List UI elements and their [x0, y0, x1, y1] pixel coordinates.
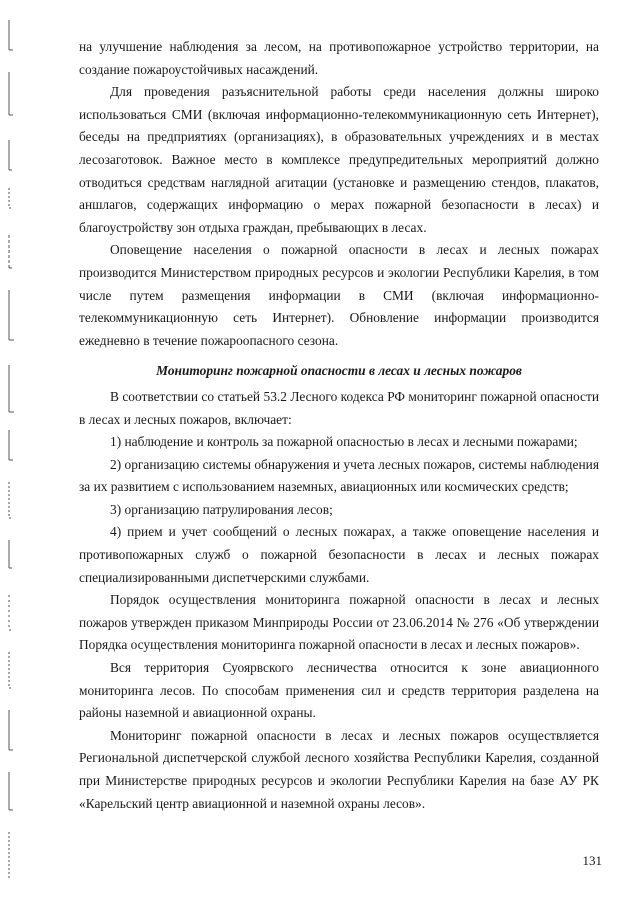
list-item-4: 4) прием и учет сообщений о лесных пожарах, а также оповещение населения и противопожарных служб о пожарной безопасности в лесах и лесных пожарах специализированными диспетчерскими службами.	[79, 524, 599, 585]
binding-edge-marks-graphic	[6, 20, 20, 880]
paragraph-monitoring-intro: В соответствии со статьей 53.2 Лесного кодекса РФ мониторинг пожарной опасности в лесах и лесных пожаров, включает:	[79, 388, 599, 427]
paragraph-territory: Вся территория Суоярвского лесничества относится к зоне авиационного мониторинга лесов. По способам применения сил и средств территория разделена на районы наземной и авиационной охраны.	[79, 660, 599, 721]
paragraph-dispatch-service: Мониторинг пожарной опасности в лесах и лесных пожаров осуществляется Региональной диспетчерской службой лесного хозяйства Республики Карелия, созданной при Министерстве природных ресурсов и экологии Республики Карелия на базе АУ РК «Карельский центр авиационной и наземной охраны лесов».	[79, 727, 599, 811]
document-page	[79, 36, 599, 815]
paragraph-continuation: на улучшение наблюдения за лесом, на противопожарное устройство территории, на создание пожароустойчивых насаждений.	[79, 39, 599, 77]
paragraph-notification: Оповещение населения о пожарной опасности в лесах и лесных пожарах производится Министерством природных ресурсов и экологии Республики Карелия, в том числе путем размещения информации в СМИ (включая информационно-телекоммуникационную сеть Интернет). Обновление информации производится ежедневно в течение пожароопасного сезона.	[79, 242, 599, 348]
page-number: 131	[582, 853, 602, 868]
list-item-2: 2) организацию системы обнаружения и учета лесных пожаров, системы наблюдения за их развитием с использованием наземных, авиационных или космических средств;	[79, 456, 599, 495]
list-item-1: 1) наблюдение и контроль за пожарной опасностью в лесах и лесными пожарами;	[110, 434, 578, 450]
section-heading: Мониторинг пожарной опасности в лесах и лесных пожаров	[156, 363, 522, 379]
binding-edge-marks	[6, 20, 20, 880]
paragraph-order: Порядок осуществления мониторинга пожарной опасности в лесах и лесных пожаров утвержден приказом Минприроды России от 23.06.2014 № 276 «Об утверждении Порядка осуществления мониторинга пожарной опасности в лесах и лесных пожаров».	[79, 592, 599, 653]
paragraph-outreach: Для проведения разъяснительной работы среди населения должны широко использоваться СМИ (включая информационно-телекоммуникационную сеть Интернет), беседы на предприятиях (организациях), в образовательных учреждениях и в местах лесозаготовок. Важное место в комплексе предупредительных мероприятий должно отводиться средствам наглядной агитации (установке и размещению стендов, плакатов, аншлагов, содержащих информацию о мерах пожарной безопасности в лесах) и благоустройству зон отдыха граждан, пребывающих в лесах.	[79, 84, 599, 235]
list-item-3: 3) организацию патрулирования лесов;	[110, 501, 333, 517]
